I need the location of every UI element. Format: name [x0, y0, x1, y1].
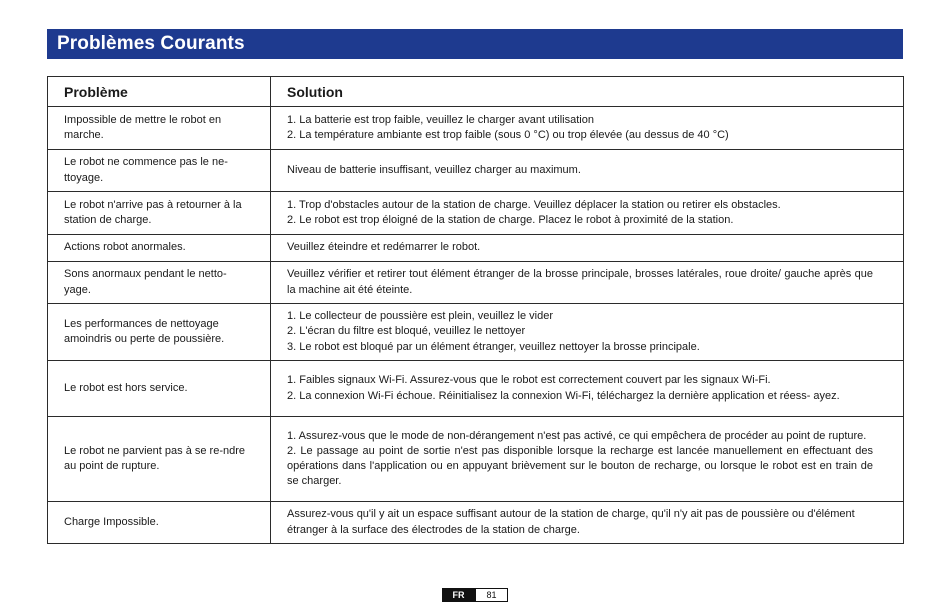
- table-row: [48, 192, 904, 235]
- solution-cell: [271, 107, 904, 150]
- solution-line: 2. L'écran du filtre est bloqué, veuillez le nettoyer: [287, 325, 526, 338]
- solution-line: 1. Faibles signaux Wi-Fi. Assurez-vous que le robot est correctement couvert par les signaux Wi-Fi.: [287, 374, 771, 387]
- table-row: [48, 417, 904, 502]
- solution-line: 2. Le passage au point de sortie n'est pas disponible lorsque la recharge est lancée manuellement en effectuant des opérations dans l'application ou en appuyant brièvement sur le bouton de recharge, ou lorsque le robot est en train de se charger.: [287, 444, 873, 488]
- solution-line: 1. Trop d'obstacles autour de la station de charge. Veuillez déplacer la station ou retirer els obstacles.: [287, 198, 781, 211]
- page-number-badge: [442, 588, 508, 602]
- problem-cell: Le robot est hors service.: [48, 361, 271, 417]
- solution-line: 2. La connexion Wi-Fi échoue. Réinitialisez la connexion Wi-Fi, téléchargez la dernière application et réess- ayez.: [287, 389, 840, 402]
- problem-cell: Le robot ne commence pas le ne-ttoyage.: [48, 150, 271, 192]
- solution-line: Veuillez éteindre et redémarrer le robot.: [287, 241, 481, 254]
- problem-cell: Charge Impossible.: [48, 502, 271, 544]
- table-row: [48, 235, 904, 262]
- column-header-problem: Problème: [48, 77, 271, 107]
- solution-line: Niveau de batterie insuffisant, veuillez charger au maximum.: [287, 163, 581, 176]
- solution-cell: [271, 262, 904, 304]
- problem-cell: Les performances de nettoyage amoindris ou perte de poussière.: [48, 304, 271, 361]
- solution-cell: [271, 150, 904, 192]
- solution-line: 1. Assurez-vous que le mode de non-dérangement n'est pas activé, ce qui empêchera de procéder au point de rupture.: [287, 429, 867, 442]
- solution-line: Veuillez vérifier et retirer tout élément étranger de la brosse principale, brosses latérales, roue droite/ gauche après que la machine ait été éteinte.: [287, 268, 873, 296]
- problem-cell: Actions robot anormales.: [48, 235, 271, 262]
- solution-cell: [271, 192, 904, 235]
- table-header-row: [48, 77, 904, 107]
- troubleshooting-table: [47, 76, 904, 544]
- solution-cell: [271, 304, 904, 361]
- table-row: [48, 304, 904, 361]
- solution-line: Assurez-vous qu'il y ait un espace suffisant autour de la station de charge, qu'il n'y ait pas de poussière ou d'élément étranger à la surface des électrodes de la station de charge.: [287, 508, 855, 536]
- table-row: [48, 107, 904, 150]
- language-label: FR: [442, 588, 475, 602]
- table-row: [48, 262, 904, 304]
- solution-line: 3. Le robot est bloqué par un élément étranger, veuillez nettoyer la brosse principale.: [287, 340, 700, 353]
- table-row: [48, 150, 904, 192]
- problem-cell: Le robot ne parvient pas à se re-ndre au point de rupture.: [48, 417, 271, 502]
- solution-line: 2. Le robot est trop éloigné de la station de charge. Placez le robot à proximité de la station.: [287, 214, 734, 226]
- problem-cell: Impossible de mettre le robot en marche.: [48, 107, 271, 150]
- solution-line: 2. La température ambiante est trop faible (sous 0 °C) ou trop élevée (au dessus de 40 °C): [287, 129, 729, 141]
- section-title-bar: [47, 29, 903, 59]
- section-title: Problèmes Courants: [57, 33, 245, 54]
- solution-cell: [271, 417, 904, 502]
- solution-cell: [271, 361, 904, 417]
- solution-line: 1. La batterie est trop faible, veuillez le charger avant utilisation: [287, 113, 594, 126]
- problem-cell: Le robot n'arrive pas à retourner à la station de charge.: [48, 192, 271, 235]
- solution-cell: [271, 502, 904, 544]
- table-row: [48, 361, 904, 417]
- problem-cell: Sons anormaux pendant le netto-yage.: [48, 262, 271, 304]
- page-number: 81: [475, 588, 508, 602]
- solution-line: 1. Le collecteur de poussière est plein, veuillez le vider: [287, 310, 553, 323]
- table-row: [48, 502, 904, 544]
- solution-cell: [271, 235, 904, 262]
- column-header-solution: Solution: [271, 77, 904, 107]
